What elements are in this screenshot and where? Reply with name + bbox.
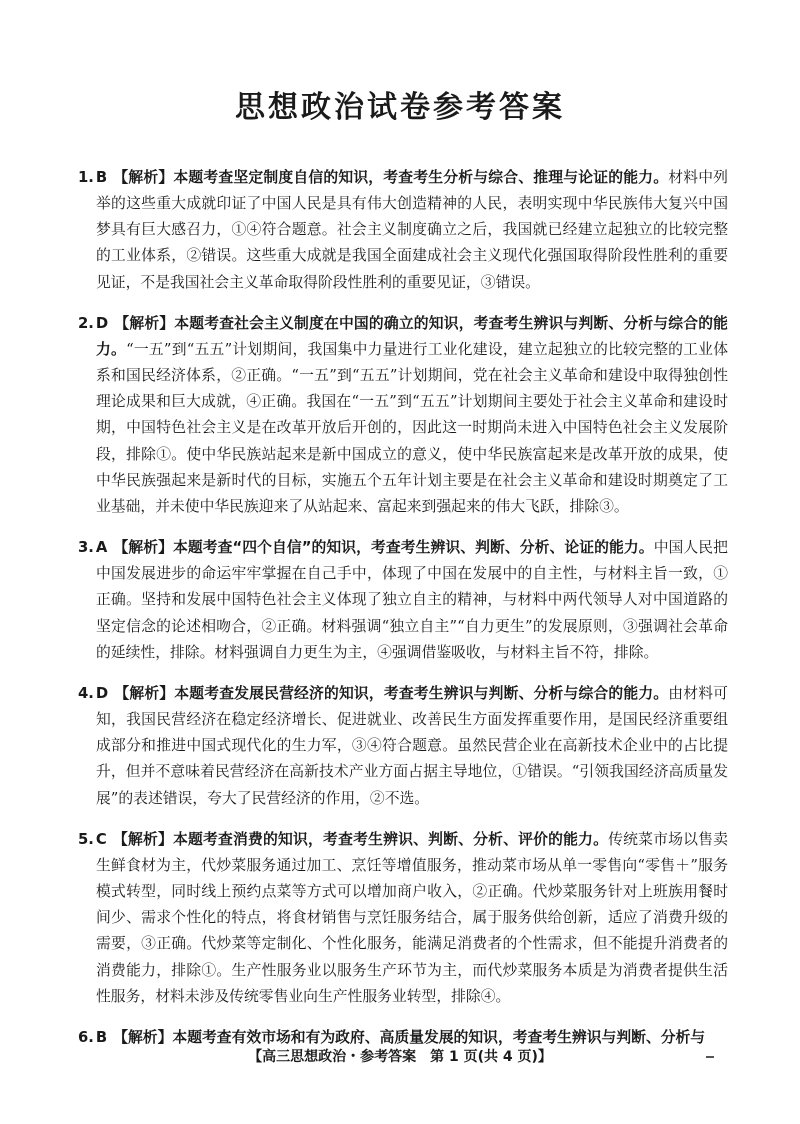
question-number: 2. xyxy=(78,314,94,332)
analysis-lead: 本题考查有效市场和有为政府、高质量发展的知识，考查考生辨识与判断、分析与 xyxy=(172,1028,706,1046)
analysis-tag: 【解析】 xyxy=(112,830,174,848)
answer-letter: D xyxy=(95,684,109,702)
analysis-body: “一五”到“五五”计划期间，我国集中力量进行工业化建设，建立起独立的比较完整的工业体系和国民经济体系，②正确。“一五”到“五五”计划期间，党在社会主义革命和建设中取得独创性理论成果和巨大成就，④正确。我国在“一五”到“五五”计划期间主要处于社会主义革命和建设时期，中国特色社会主义是在改革开放后开创的，因此这一时期尚未进入中国特色社会主义发展阶段，排除①。使中华民族站起来是新中国成立的意义，使中华民族富起来是改革开放的成果，使中华民族强起来是新时代的目标，实施五个五年计划主要是在社会主义革命和建设时期奠定了工业基础，并未使中华民族迎来了从站起来、富起来到强起来的伟大飞跃，排除③。 xyxy=(96,340,728,516)
analysis-body: 材料中列举的这些重大成就印证了中国人民是具有伟大创造精神的人民，表明实现中华民族伟大复兴中国梦具有巨大感召力，①④符合题意。社会主义制度确立之后，我国就已经建立起独立的比较完整的工业体系，②错误。这些重大成就是我国全面建成社会主义现代化强国取得阶段性胜利的重要见证，不是我国社会主义革命取得阶段性胜利的重要见证，③错误。 xyxy=(96,168,728,291)
answer-item-2 xyxy=(78,311,728,521)
analysis-body: 中国人民把中国发展进步的命运牢牢掌握在自己手中，体现了中国在发展中的自主性，与材料主旨一致，①正确。坚持和发展中国特色社会主义体现了独立自主的精神，与材料中两代领导人对中国道路的坚定信念的论述相吻合，②正确。材料强调“独立自主”“自力更生”的发展原则，③强调社会革命的延续性，排除。材料强调自力更生为主，④强调借鉴吸收，与材料主旨不符，排除。 xyxy=(96,539,728,661)
analysis-body: 由材料可知，我国民营经济在稳定经济增长、促进就业、改善民生方面发挥重要作用，是国民经济重要组成部分和推进中国式现代化的生力军，③④符合题意。虽然民营企业在高新技术企业中的占比提升，但并不意味着民营经济在高新技术产业方面占据主导地位，①错误。“引领我国经济高质量发展”的表述错误，夸大了民营经济的作用，②不选。 xyxy=(96,684,728,807)
analysis-lead: 本题考查坚定制度自信的知识，考查考生分析与综合、推理与论证的能力。 xyxy=(173,168,669,186)
analysis-lead: 本题考查“四个自信”的知识，考查考生辨识、判断、分析、论证的能力。 xyxy=(172,539,654,557)
answer-letter: B xyxy=(95,1028,108,1046)
analysis-tag: 【解析】 xyxy=(113,539,173,557)
question-number: 1. xyxy=(78,168,94,186)
analysis-lead: 本题考查消费的知识，考查考生辨识、判断、分析、评价的能力。 xyxy=(173,830,609,848)
analysis-body: 传统菜市场以售卖生鲜食材为主，代炒菜服务通过加工、烹饪等增值服务，推动菜市场从单一零售向“零售＋”服务模式转型，同时线上预约点菜等方式可以增加商户收入，②正确。代炒菜服务针对上班族用餐时间少、需求个性化的特点，将食材销售与烹饪服务结合，属于服务供给创新，适应了消费升级的需要，③正确。代炒菜等定制化、个性化服务，能满足消费者的个性需求，但不能提升消费者的消费能力，排除①。生产性服务业以服务生产环节为主，而代炒菜服务本质是为消费者提供生活性服务，材料未涉及传统零售业向生产性服务业转型，排除④。 xyxy=(96,830,728,1005)
answer-letter: C xyxy=(95,830,107,848)
answer-list xyxy=(78,150,728,1055)
analysis-tag: 【解析】 xyxy=(113,168,174,186)
question-number: 3. xyxy=(78,539,94,557)
question-number: 4. xyxy=(78,684,94,702)
answer-letter: B xyxy=(95,168,108,186)
analysis-tag: 【解析】 xyxy=(114,314,175,332)
question-number: 5. xyxy=(78,830,94,848)
analysis-tag: 【解析】 xyxy=(114,684,175,702)
answer-letter: D xyxy=(95,314,109,332)
answer-letter: A xyxy=(95,539,108,557)
answer-item-4 xyxy=(78,681,728,812)
analysis-lead: 本题考查发展民营经济的知识，考查考生辨识与判断、分析与综合的能力。 xyxy=(174,684,669,702)
answer-item-5 xyxy=(78,827,728,1010)
question-number: 6. xyxy=(78,1028,94,1046)
page-footer: 【高三思想政治・参考答案 第 1 页(共 4 页)】 xyxy=(248,1049,552,1065)
answer-item-3 xyxy=(78,535,728,666)
answer-item-1 xyxy=(78,165,728,296)
page-title: 思想政治试卷参考答案 xyxy=(235,90,565,125)
corner-mark xyxy=(706,1056,714,1058)
analysis-lead: 本题考查社会主义制度在中国的确立的知识，考查考生辨识与判断、分析与综合的能力。 xyxy=(96,314,728,358)
analysis-tag: 【解析】 xyxy=(113,1028,173,1046)
